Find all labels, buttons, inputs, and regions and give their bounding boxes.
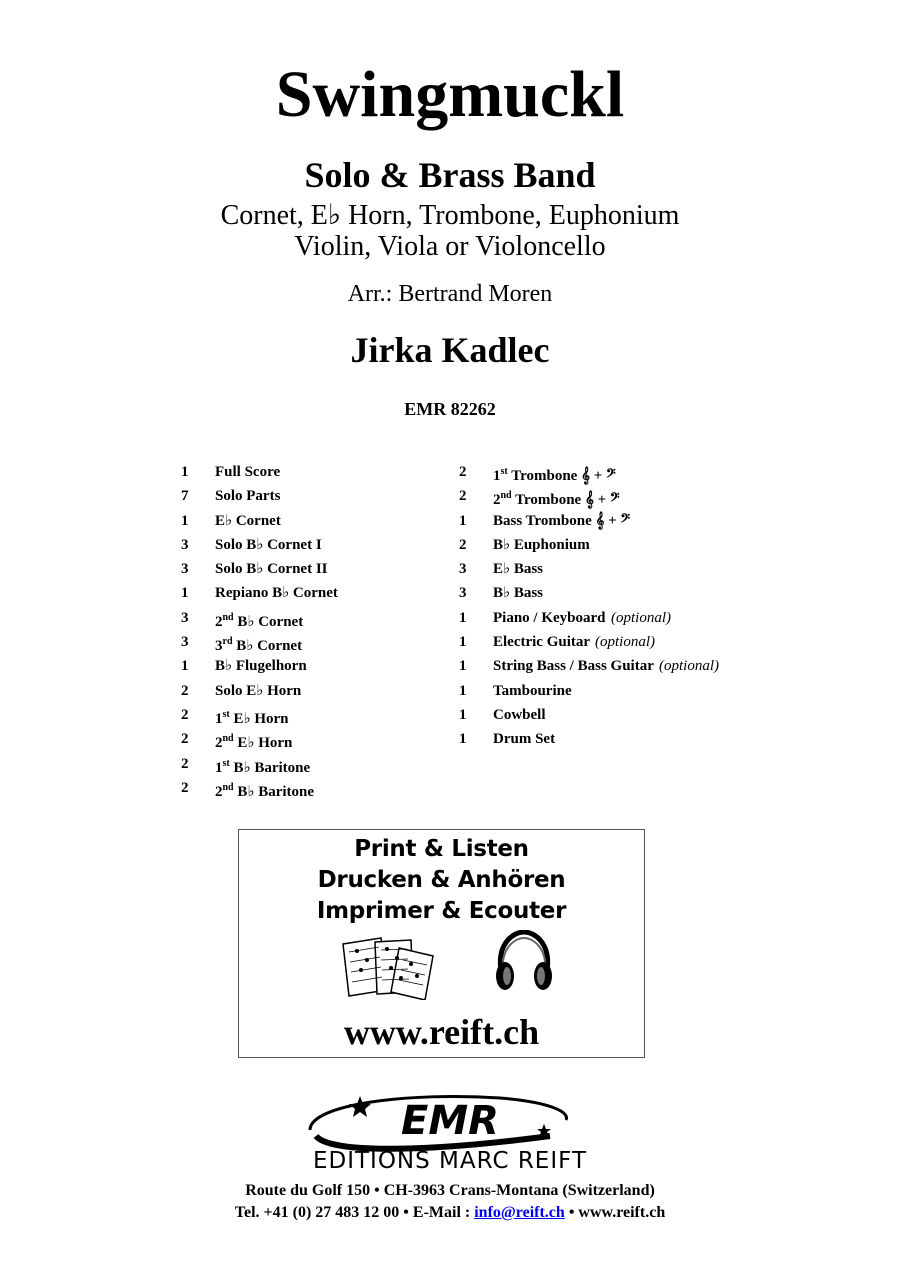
part-name: Electric Guitar	[493, 634, 591, 651]
promo-line-german: Drucken & Anhören	[317, 867, 566, 893]
part-name: Full Score	[215, 464, 281, 480]
part-quantity: 1	[181, 512, 189, 529]
part-name: B♭ Bass	[493, 585, 544, 602]
part-quantity: 2	[459, 464, 467, 480]
part-name: Bass Trombone 𝄞 + 𝄢	[493, 512, 631, 529]
part-quantity: 3	[459, 561, 467, 578]
part-name: 2nd Trombone 𝄞 + 𝄢	[493, 490, 620, 509]
part-name: 3rd B♭ Cornet	[215, 636, 303, 655]
part-quantity: 1	[459, 731, 467, 748]
headphones-icon	[493, 930, 555, 994]
part-quantity: 1	[459, 609, 467, 626]
part-quantity: 3	[181, 609, 189, 626]
part-quantity: 3	[181, 634, 189, 651]
logo-star-icon	[349, 1096, 371, 1117]
email-link[interactable]: info@reift.ch	[474, 1204, 565, 1221]
catalog-number: EMR 82262	[404, 399, 496, 419]
part-name: String Bass / Bass Guitar	[493, 658, 654, 675]
part-name: Solo E♭ Horn	[215, 682, 302, 699]
instrumentation-line-1: Cornet, E♭ Horn, Trombone, Euphonium	[220, 200, 680, 231]
part-quantity: 1	[459, 634, 467, 651]
part-name: 1st B♭ Baritone	[215, 757, 311, 776]
part-quantity: 1	[459, 682, 467, 699]
part-name: E♭ Bass	[493, 561, 544, 578]
part-quantity: 2	[459, 536, 467, 553]
promo-website-url[interactable]: www.reift.ch	[343, 1012, 540, 1052]
part-quantity: 1	[459, 658, 467, 675]
part-name: Solo Parts	[215, 488, 281, 505]
part-quantity: 1	[181, 658, 189, 675]
part-name: B♭ Flugelhorn	[215, 658, 307, 675]
part-quantity: 2	[181, 682, 189, 699]
part-name: Drum Set	[493, 731, 556, 748]
print-listen-box	[238, 829, 645, 1058]
part-name: B♭ Euphonium	[493, 536, 590, 553]
part-name: Solo B♭ Cornet I	[215, 536, 322, 553]
sheet-music-icon	[341, 936, 437, 1000]
part-name: E♭ Cornet	[215, 512, 281, 529]
part-quantity: 2	[181, 731, 189, 748]
part-optional-note: (optional)	[595, 634, 655, 651]
publisher-name: EDITIONS MARC REIFT	[312, 1148, 588, 1174]
part-optional-note: (optional)	[659, 658, 719, 675]
composer: Jirka Kadlec	[350, 330, 550, 370]
part-name: Repiano B♭ Cornet	[215, 585, 338, 602]
part-quantity: 2	[459, 488, 467, 505]
part-quantity: 1	[181, 464, 189, 480]
title: Swingmuckl	[275, 58, 625, 131]
part-name: 1st Trombone 𝄞 + 𝄢	[493, 466, 616, 484]
part-quantity: 1	[459, 512, 467, 529]
arranger: Arr.: Bertrand Moren	[347, 281, 553, 307]
part-quantity: 3	[181, 536, 189, 553]
logo-text: EMR	[401, 1098, 499, 1144]
publisher-contact	[0, 1205, 900, 1221]
part-name: 2nd B♭ Cornet	[215, 611, 304, 630]
part-name: Cowbell	[493, 706, 546, 723]
part-quantity: 3	[459, 585, 467, 602]
part-name: 2nd E♭ Horn	[215, 733, 293, 752]
part-name: Piano / Keyboard	[493, 609, 606, 626]
part-optional-note: (optional)	[611, 609, 671, 626]
contact-suffix: • www.reift.ch	[564, 1204, 666, 1221]
part-name: 1st E♭ Horn	[215, 708, 289, 727]
publisher-address: Route du Golf 150 • CH-3963 Crans-Montana (Switzerland)	[245, 1182, 655, 1199]
promo-line-english: Print & Listen	[354, 836, 529, 862]
instrumentation-line-2: Violin, Viola or Violoncello	[294, 231, 606, 262]
subtitle: Solo & Brass Band	[304, 155, 596, 195]
part-quantity: 3	[181, 561, 189, 578]
part-name: Tambourine	[493, 682, 572, 699]
part-quantity: 2	[181, 706, 189, 723]
part-quantity: 1	[181, 585, 189, 602]
part-quantity: 2	[181, 779, 189, 796]
promo-line-french: Imprimer & Ecouter	[316, 898, 567, 924]
contact-prefix: Tel. +41 (0) 27 483 12 00 • E-Mail :	[234, 1204, 475, 1221]
part-quantity: 7	[181, 488, 189, 505]
part-quantity: 1	[459, 706, 467, 723]
part-name: 2nd B♭ Baritone	[215, 781, 315, 800]
part-name: Solo B♭ Cornet II	[215, 561, 328, 578]
part-quantity: 2	[181, 755, 189, 772]
